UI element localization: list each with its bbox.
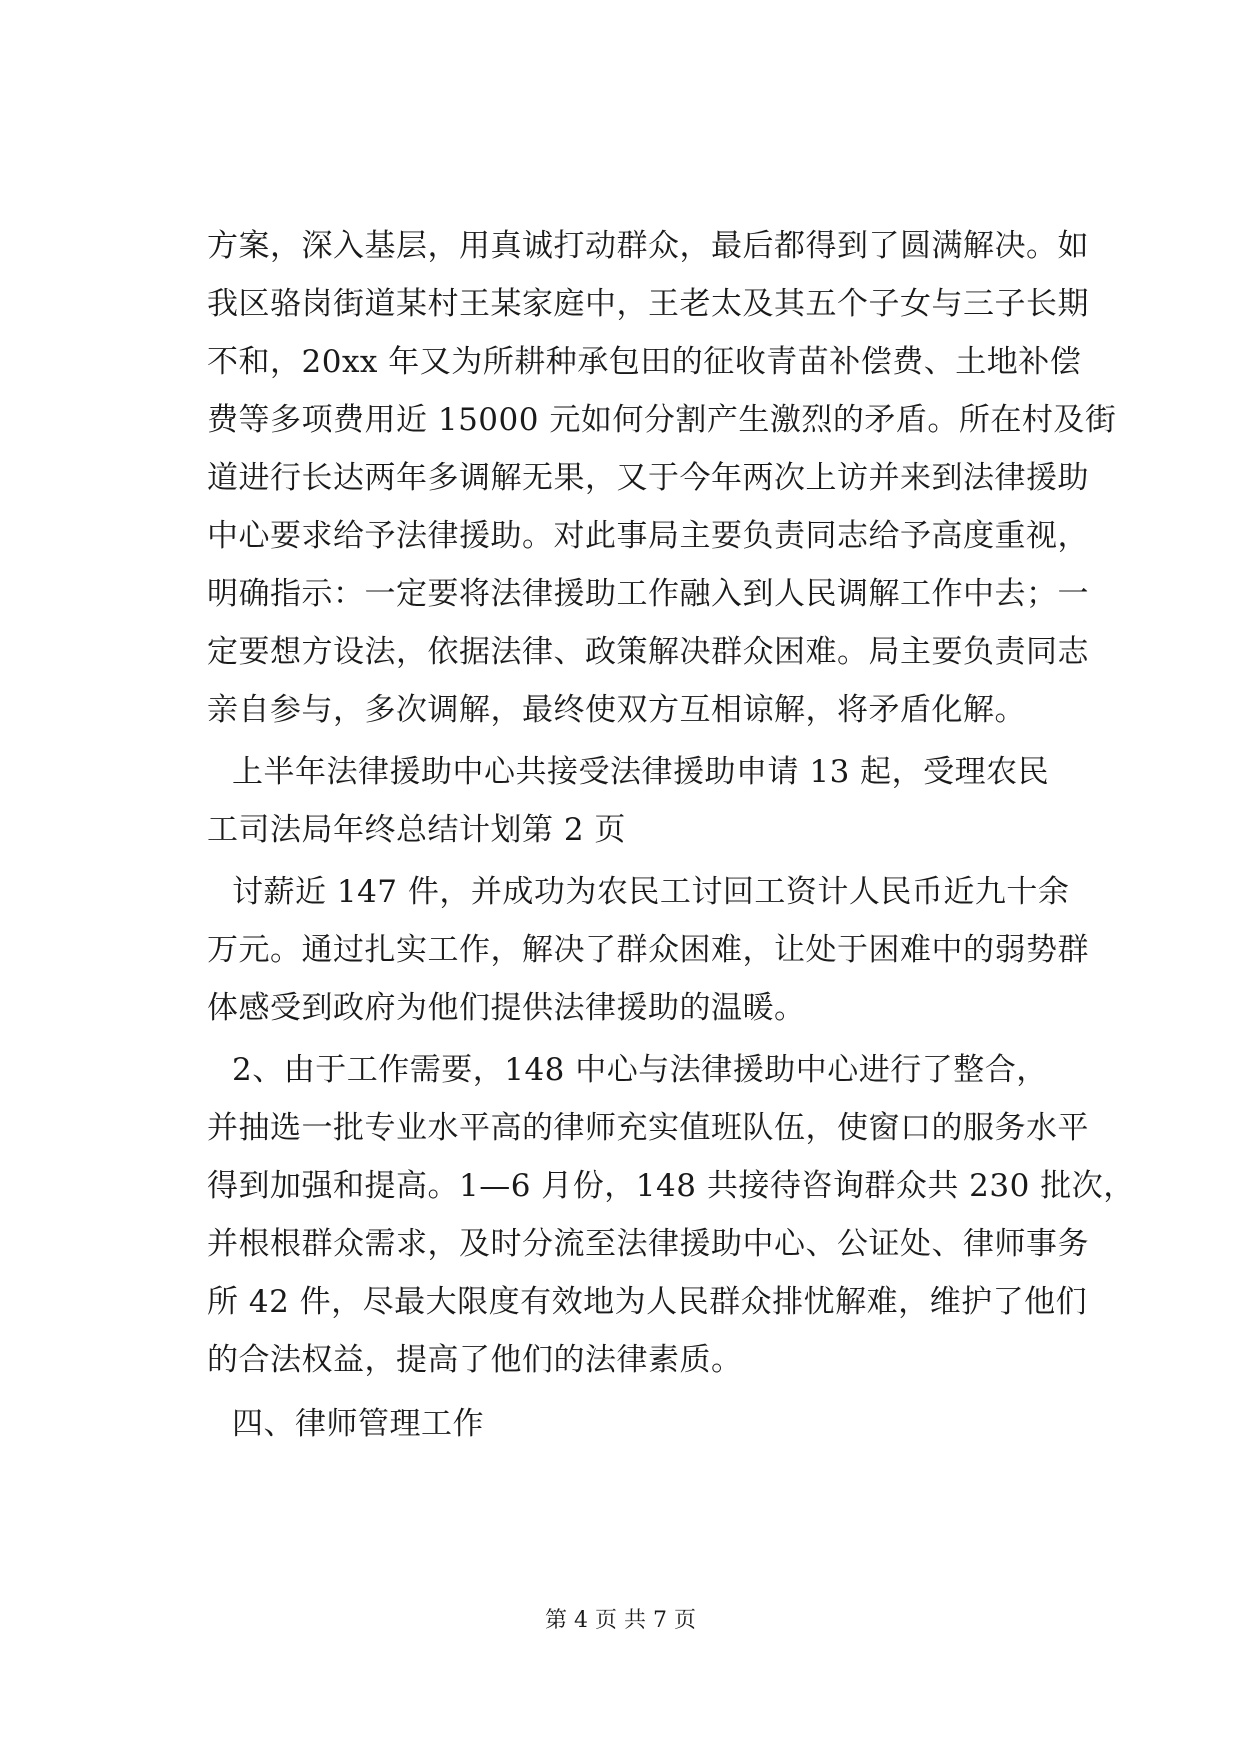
paragraph-first-line: 上半年法律援助中心共接受法律援助申请 13 起，受理农民 [232,754,1050,790]
body-text-line: 我区骆岗街道某村王某家庭中，王老太及其五个子女与三子长期 [207,286,1089,322]
page-number-footer: 第 4 页 共 7 页 [545,1608,696,1633]
section-heading: 四、律师管理工作 [232,1406,484,1442]
body-text-line: 的合法权益，提高了他们的法律素质。 [207,1342,743,1378]
body-text-line: 中心要求给予法律援助。对此事局主要负责同志给予高度重视， [207,518,1089,554]
paragraph-first-line: 2、由于工作需要，148 中心与法律援助中心进行了整合， [232,1052,1048,1088]
body-text-line: 体感受到政府为他们提供法律援助的温暖。 [207,990,806,1026]
body-text-line: 万元。通过扎实工作，解决了群众困难，让处于困难中的弱势群 [207,932,1089,968]
body-text-line: 工司法局年终总结计划第 2 页 [207,812,626,848]
body-text-line: 方案，深入基层，用真诚打动群众，最后都得到了圆满解决。如 [207,228,1089,264]
body-text-line: 定要想方设法，依据法律、政策解决群众困难。局主要负责同志 [207,634,1089,670]
body-text-line: 所 42 件，尽最大限度有效地为人民群众排忧解难，维护了他们 [207,1284,1088,1320]
body-text-line: 不和，20xx 年又为所耕种承包田的征收青苗补偿费、土地补偿 [207,344,1082,380]
body-text-line: 并根根群众需求，及时分流至法律援助中心、公证处、律师事务 [207,1226,1089,1262]
body-text-line: 明确指示：一定要将法律援助工作融入到人民调解工作中去；一 [207,576,1089,612]
paragraph-first-line: 讨薪近 147 件，并成功为农民工讨回工资计人民币近九十余 [232,874,1070,910]
body-text-line: 得到加强和提高。1—6 月份，148 共接待咨询群众共 230 批次， [207,1168,1135,1204]
body-text-line: 费等多项费用近 15000 元如何分割产生激烈的矛盾。所在村及街 [207,402,1117,438]
body-text-line: 道进行长达两年多调解无果，又于今年两次上访并来到法律援助 [207,460,1089,496]
body-text-line: 并抽选一批专业水平高的律师充实值班队伍，使窗口的服务水平 [207,1110,1089,1146]
body-text-line: 亲自参与，多次调解，最终使双方互相谅解，将矛盾化解。 [207,692,1026,728]
